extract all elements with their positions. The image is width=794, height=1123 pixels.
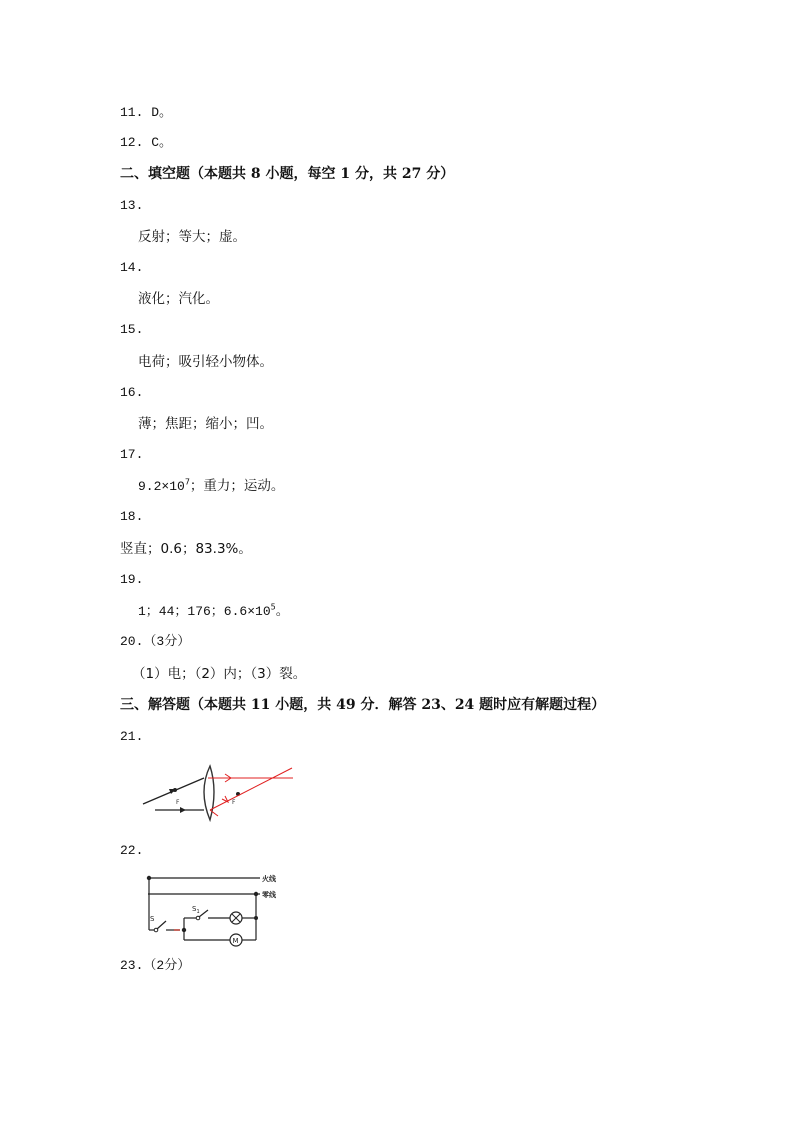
arrow-head-2 xyxy=(180,807,186,813)
answer-14: 液化；汽化。 xyxy=(138,291,219,307)
answer-17-rest: ；重力；运动。 xyxy=(189,478,285,494)
label-live-wire: 火线 xyxy=(262,875,276,883)
junction-right-mid xyxy=(254,916,258,920)
question-22-number: 22. xyxy=(120,843,144,858)
label-switch-s1-main: S xyxy=(192,905,197,913)
answer-17-exponent: 7 xyxy=(184,477,190,487)
answer-16: 薄；焦距；缩小；凹。 xyxy=(138,416,273,432)
question-15-number: 15. xyxy=(120,322,144,337)
answer-11: 11. D。 xyxy=(120,105,173,120)
answer-19-exponent: 5 xyxy=(270,602,276,612)
label-switch-s1 xyxy=(192,905,200,915)
answer-19-rest: 。 xyxy=(275,603,290,619)
question-20-number: 20.（3分） xyxy=(120,634,191,649)
switch-s1-blade xyxy=(199,910,208,917)
refracted-ray-2 xyxy=(210,768,292,810)
question-18-number: 18. xyxy=(120,509,144,524)
question-23-number: 23.（2分） xyxy=(120,958,191,973)
label-switch-s1-sub: 1 xyxy=(196,909,200,915)
answer-12: 12. C。 xyxy=(120,135,173,150)
question-14-number: 14. xyxy=(120,260,144,275)
section-3-heading: 三、解答题（本题共 11 小题，共 49 分．解答 23、24 题时应有解题过程） xyxy=(120,697,606,713)
label-switch-s: S xyxy=(150,915,155,923)
label-f-right: F xyxy=(232,799,236,806)
red-arrow-2 xyxy=(222,796,228,802)
answer-18: 竖直；0.6；83.3%。 xyxy=(120,541,252,557)
junction-neutral xyxy=(254,892,258,896)
answer-19-base: 1；44；176；6.6×10 xyxy=(138,604,271,619)
figure-21-lens-diagram xyxy=(138,758,298,828)
switch-s-blade xyxy=(157,921,166,929)
question-16-number: 16. xyxy=(120,385,144,400)
label-f-left: F xyxy=(176,799,180,806)
section-2-heading: 二、填空题（本题共 8 小题，每空 1 分，共 27 分） xyxy=(120,166,455,182)
question-17-number: 17. xyxy=(120,447,144,462)
question-19-number: 19. xyxy=(120,572,144,587)
label-neutral-wire: 零线 xyxy=(262,891,276,899)
answer-20: （1）电；（2）内；（3）裂。 xyxy=(132,666,307,682)
answer-15: 电荷；吸引轻小物体。 xyxy=(138,354,273,370)
answer-17 xyxy=(138,477,284,496)
label-motor: M xyxy=(232,937,239,945)
figure-22-circuit-diagram xyxy=(140,868,300,948)
answer-13: 反射；等大；虚。 xyxy=(138,229,246,245)
focus-point-left xyxy=(173,788,177,792)
question-21-number: 21. xyxy=(120,729,144,744)
answer-19 xyxy=(138,602,289,621)
answer-17-base: 9.2×10 xyxy=(138,479,185,494)
question-13-number: 13. xyxy=(120,198,144,213)
